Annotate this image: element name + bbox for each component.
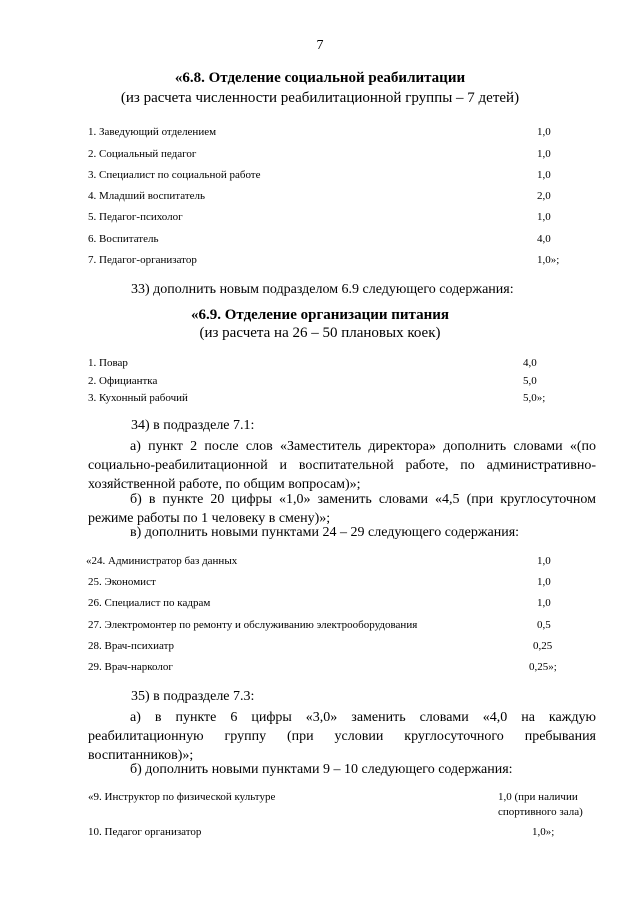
list-item-value: 1,0 — [537, 597, 551, 609]
list-item-label: «24. Администратор баз данных — [86, 555, 238, 567]
list-item-value-line1: 1,0 (при наличии — [498, 791, 578, 803]
list-item-label: 3. Специалист по социальной работе — [88, 169, 261, 181]
list-item-value-line2: спортивного зала) — [498, 806, 583, 818]
section-6-9-subtitle: (из расчета на 26 – 50 плановых коек) — [199, 325, 441, 341]
amendment-35-heading: 35) в подразделе 7.3: — [131, 689, 255, 704]
list-item-value: 0,5 — [537, 619, 551, 631]
amendment-34-c: в) дополнить новыми пунктами 24 – 29 следующего содержания: — [130, 525, 520, 540]
list-item-value: 0,25»; — [529, 661, 557, 673]
amendment-34-heading: 34) в подразделе 7.1: — [131, 418, 255, 433]
section-6-8-title: «6.8. Отделение социальной реабилитации — [174, 70, 466, 86]
list-item-label: 4. Младший воспитатель — [88, 190, 206, 202]
list-item-label: 26. Специалист по кадрам — [88, 597, 211, 609]
list-item-value: 1,0 — [537, 169, 551, 181]
list-item-label: 2. Официантка — [88, 375, 158, 387]
amendment-35-a: а) в пункте 6 цифры «3,0» заменить словами «4,0 на каждую реабилитационную группу (при условии круглосуточного пребывания воспитанников)»; — [88, 710, 596, 763]
list-item-label: 25. Экономист — [88, 576, 156, 588]
list-item-value: 1,0 — [537, 555, 551, 567]
list-item-value: 1,0 — [537, 126, 551, 138]
list-item-label: 7. Педагог-организатор — [88, 254, 197, 266]
list-item-value: 1,0»; — [532, 826, 555, 838]
list-item-label: 5. Педагог-психолог — [88, 211, 183, 223]
list-item-label: 28. Врач-психиатр — [88, 640, 175, 652]
list-item-value: 1,0 — [537, 576, 551, 588]
list-item-value: 5,0 — [523, 375, 537, 387]
list-item-label: 3. Кухонный рабочий — [88, 392, 188, 404]
section-6-9-title: «6.9. Отделение организации питания — [191, 307, 449, 323]
list-item-value: 4,0 — [537, 233, 551, 245]
list-item-value: 1,0 — [537, 211, 551, 223]
list-item-value: 5,0»; — [523, 392, 546, 404]
amendment-34-a: а) пункт 2 после слов «Заместитель директора» дополнить словами «(по социально-реабилитационной и воспитательной работе, по административно-хозяйственной работе, по общим вопросам)»; — [88, 439, 596, 492]
list-item-label: 6. Воспитатель — [88, 233, 159, 245]
list-item-label: 2. Социальный педагог — [88, 148, 197, 160]
list-item-value: 1,0»; — [537, 254, 560, 266]
list-item-label: «9. Инструктор по физической культуре — [88, 791, 276, 803]
section-6-8-subtitle: (из расчета численности реабилитационной группы – 7 детей) — [120, 90, 520, 106]
page-number: 7 — [316, 38, 324, 53]
list-item-value: 4,0 — [523, 357, 537, 369]
list-item-label: 1. Заведующий отделением — [88, 126, 217, 138]
list-item-label: 29. Врач-нарколог — [88, 661, 173, 673]
amendment-35-b: б) дополнить новыми пунктами 9 – 10 следующего содержания: — [130, 762, 513, 777]
list-item-label: 10. Педагог организатор — [88, 826, 202, 838]
list-item-value: 2,0 — [537, 190, 551, 202]
list-item-value: 0,25 — [533, 640, 553, 652]
list-item-value: 1,0 — [537, 148, 551, 160]
amendment-33: 33) дополнить новым подразделом 6.9 следующего содержания: — [131, 282, 514, 297]
amendment-34-b: б) в пункте 20 цифры «1,0» заменить словами «4,5 (при круглосуточном режиме работы по 1 человеку в смену)»; — [88, 492, 596, 526]
list-item-label: 27. Электромонтер по ремонту и обслуживанию электрооборудования — [88, 619, 418, 631]
list-item-label: 1. Повар — [88, 357, 128, 369]
